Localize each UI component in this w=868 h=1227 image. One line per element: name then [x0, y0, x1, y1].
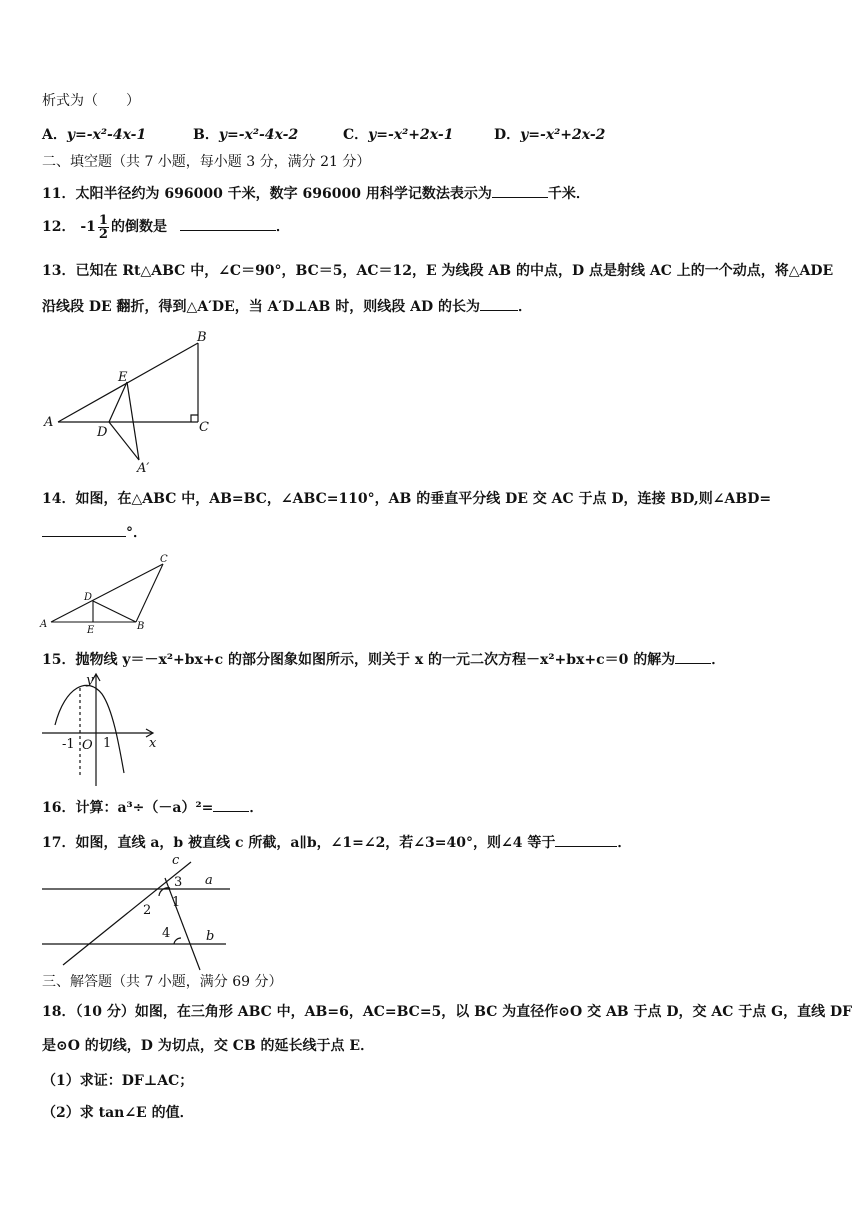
q14-label-b: B	[137, 621, 145, 632]
q13-end: ．	[518, 299, 533, 315]
q11-text: 太阳半径约为 696000 千米，数字 696000 用科学记数法表示为	[75, 186, 492, 202]
q17-end: ．	[617, 835, 632, 851]
q12-text: 的倒数是	[110, 219, 167, 235]
q14-label-d: D	[84, 592, 93, 603]
q16-text: 16．计算：a³÷（－a）²=	[42, 800, 214, 816]
q14-label-c: C	[160, 554, 168, 565]
q15-label-y: y	[86, 673, 94, 688]
option-a-label: A．	[42, 127, 67, 143]
q12-number: 12．	[42, 219, 76, 235]
option-b-label: B．	[193, 127, 219, 143]
q12-frac-denominator: 2	[98, 226, 108, 242]
q18-sub-2: （2）求 tan∠E 的值．	[42, 1105, 194, 1121]
q13-text: 沿线段 DE 翻折，得到△A′DE，当 A′D⊥AB 时，则线段 AD 的长为	[42, 299, 481, 315]
q13-label-c: C	[199, 420, 209, 435]
q13-label-a-prime: A′	[137, 461, 150, 476]
q13-label-e: E	[118, 370, 128, 385]
q14-label-e: E	[87, 625, 95, 636]
q12-frac-numerator: 1	[98, 212, 108, 228]
q15-label-one: 1	[103, 736, 112, 751]
q17-line-c	[63, 862, 191, 965]
q14-label-a: A	[40, 619, 48, 630]
q11-text-end: 千米．	[547, 186, 590, 202]
q18-line-1: 18．（10 分）如图，在三角形 ABC 中，AB=6，AC=BC=5，以 BC 为直径作⊙O 交 AB 于点 D，交 AC 于点 G，直线 DF	[42, 1004, 853, 1020]
q13-line-1: 13．已知在 Rt△ABC 中，∠C＝90°，BC＝5，AC＝12，E 为线段 AB 的中点，D 点是射线 AC 上的一个动点，将△ADE	[42, 263, 834, 279]
q14-end: °．	[126, 525, 147, 541]
q15-end: ．	[711, 652, 726, 668]
q17-label-4: 4	[162, 926, 171, 941]
q17-text: 17．如图，直线 a，b 被直线 c 所截，a∥b，∠1=∠2，若∠3=40°，则∠4 等于	[42, 835, 556, 851]
q15-label-origin: O	[82, 738, 93, 753]
q13-label-b: B	[197, 330, 207, 345]
question-10-tail: 析式为（ ）	[42, 93, 140, 109]
q17-label-b: b	[206, 929, 215, 944]
q12-end: ．	[275, 219, 290, 235]
q17-angle-4-arc	[174, 938, 181, 944]
q12-prefix: -1	[80, 219, 96, 235]
option-c-expr: y=-x²+2x-1	[368, 127, 454, 143]
q15-label-x: x	[149, 736, 157, 751]
q17-label-c: c	[172, 853, 180, 868]
q18-sub-1: （1）求证：DF⊥AC；	[42, 1073, 194, 1089]
section-2-title: 二、填空题（共 7 小题，每小题 3 分，满分 21 分）	[42, 154, 371, 170]
q14-line-1: 14．如图，在△ABC 中，AB=BC，∠ABC=110°，AB 的垂直平分线 DE 交 AC 于点 D，连接 BD,则∠ABD=	[42, 491, 772, 507]
q17-transversal	[165, 878, 200, 970]
option-d-expr: y=-x²+2x-2	[520, 127, 606, 143]
q11-number: 11．	[42, 186, 76, 202]
q13-label-d: D	[97, 425, 108, 440]
q17-label-3: 3	[174, 875, 183, 890]
option-d-label: D．	[494, 127, 521, 143]
q15-label-neg1: -1	[62, 737, 75, 752]
q18-line-2: 是⊙O 的切线，D 为切点，交 CB 的延长线于点 E．	[42, 1038, 375, 1054]
option-b-expr: y=-x²-4x-2	[218, 127, 299, 143]
q17-label-2: 2	[143, 903, 152, 918]
option-a-expr: y=-x²-4x-1	[66, 127, 147, 143]
q13-label-a: A	[44, 415, 54, 430]
q16-end: ．	[249, 800, 264, 816]
option-c-label: C．	[343, 127, 369, 143]
q17-label-1: 1	[172, 895, 181, 910]
q15-text: 15．抛物线 y＝－x²+bx+c 的部分图象如图所示，则关于 x 的一元二次方程－x²+bx+c＝0 的解为	[42, 652, 676, 668]
section-3-title: 三、解答题（共 7 小题，满分 69 分）	[42, 974, 283, 990]
q17-label-a: a	[205, 873, 213, 888]
